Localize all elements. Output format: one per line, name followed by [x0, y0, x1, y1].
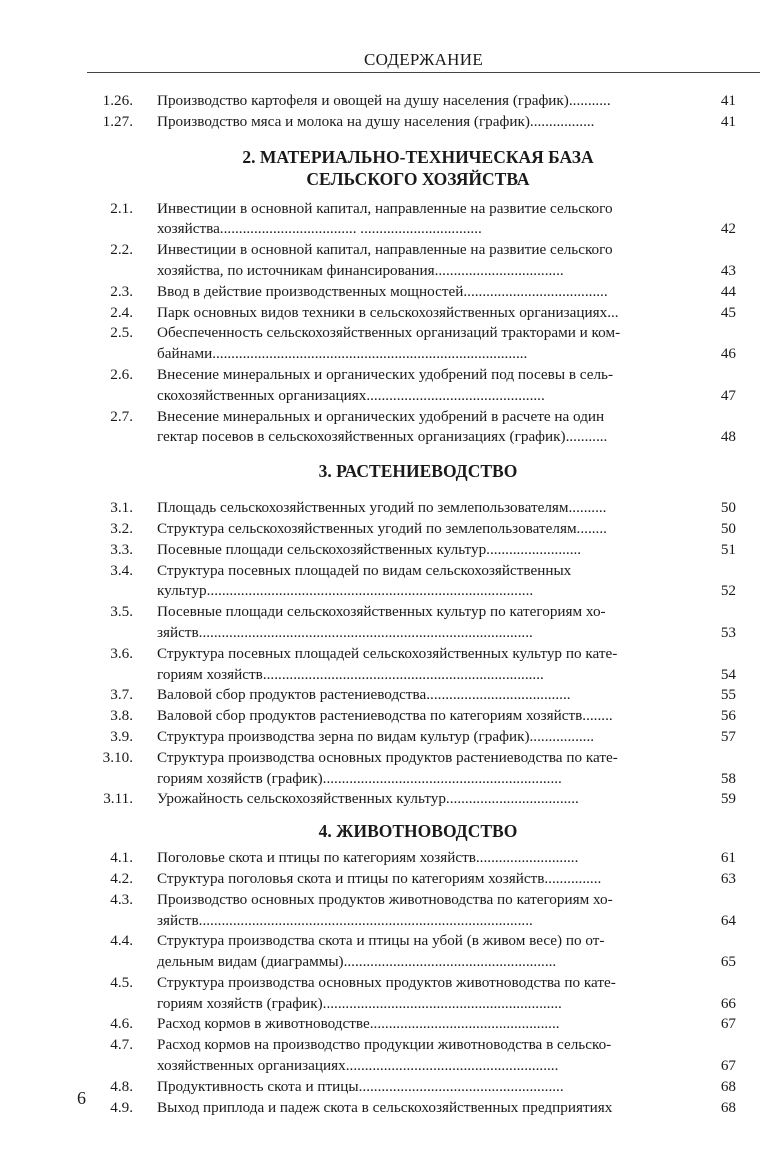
toc-entry[interactable] [0, 973, 776, 1015]
entry-title-line: Валовой сбор продуктов растениеводства по категориям хозяйств........ [157, 707, 613, 725]
entry-number: 3.10. [102, 748, 133, 766]
entry-page-number: 43 [720, 261, 736, 279]
entry-number: 2.7. [110, 407, 133, 425]
toc-entry[interactable] [0, 1077, 776, 1098]
toc-entry[interactable] [0, 91, 776, 112]
entry-page-number: 66 [720, 994, 736, 1012]
toc-entry[interactable] [0, 240, 776, 282]
toc-entry[interactable] [0, 869, 776, 890]
entry-number: 2.6. [110, 365, 133, 383]
entry-title-line: Расход кормов на производство продукции животноводства в сельско- [157, 1036, 612, 1054]
toc-entry[interactable] [0, 644, 776, 686]
entry-title-line: Структура производства зерна по видам культур (график)................. [157, 727, 595, 745]
entry-number: 4.1. [110, 849, 133, 867]
entry-number: 2.1. [110, 199, 133, 217]
entry-page-number: 50 [720, 519, 736, 537]
entry-number: 3.1. [110, 499, 133, 517]
entry-page-number: 47 [720, 386, 736, 404]
entry-page-number: 67 [720, 1015, 736, 1033]
entry-title-line: Поголовье скота и птицы по категориям хозяйств........................... [157, 849, 579, 867]
entry-page-number: 57 [720, 727, 736, 745]
header-rule [87, 72, 760, 73]
page-header-title: СОДЕРЖАНИЕ [363, 50, 484, 69]
toc-entry[interactable] [0, 365, 776, 407]
entry-title-line: скохозяйственных организациях............................................... [157, 386, 545, 404]
entry-title-line: Выход приплода и падеж скота в сельскохозяйственных предприятиях [157, 1098, 613, 1116]
toc-entry[interactable] [0, 748, 776, 790]
entry-page-number: 46 [720, 345, 736, 363]
entry-title-line: Структура производства скота и птицы на убой (в живом весе) по от- [157, 932, 605, 950]
entry-title-line: Посевные площади сельскохозяйственных культур......................... [157, 540, 582, 558]
entry-page-number: 65 [720, 953, 736, 971]
entry-page-number: 53 [720, 623, 736, 641]
entry-number: 4.6. [110, 1015, 133, 1033]
toc-entry[interactable] [0, 602, 776, 644]
entry-page-number: 63 [720, 869, 736, 887]
entry-page-number: 44 [720, 282, 736, 300]
entry-title-line: Структура поголовья скота и птицы по категориям хозяйств............... [157, 869, 602, 887]
entry-title-line: Расход кормов в животноводстве.................................................. [157, 1015, 560, 1033]
entry-page-number: 58 [720, 769, 736, 787]
toc-entry[interactable] [0, 727, 776, 748]
entry-title-line: гектар посевов в сельскохозяйственных организациях (график)........... [157, 428, 608, 446]
entry-number: 3.9. [110, 727, 133, 745]
entry-number: 4.2. [110, 869, 133, 887]
entry-number: 4.3. [110, 890, 133, 908]
section-heading [0, 820, 776, 842]
entry-title-line: гориям хозяйств (график)............................................................... [157, 994, 562, 1012]
toc-entry[interactable] [0, 407, 776, 449]
entry-title-line: Структура посевных площадей по видам сельскохозяйственных [157, 561, 572, 579]
section-heading-line: 2. МАТЕРИАЛЬНО-ТЕХНИЧЕСКАЯ БАЗА [242, 146, 594, 167]
entry-title-line: Инвестиции в основной капитал, направленные на развитие сельского [157, 199, 613, 217]
entry-number: 2.5. [110, 324, 133, 342]
entry-page-number: 48 [720, 428, 736, 446]
entry-page-number: 54 [720, 665, 736, 683]
entry-title-line: Урожайность сельскохозяйственных культур................................... [157, 790, 579, 808]
section-heading-line: СЕЛЬСКОГО ХОЗЯЙСТВА [306, 168, 530, 189]
entry-title-line: хозяйства.................................... ................................ [157, 220, 482, 238]
toc-entry[interactable] [0, 112, 776, 133]
entry-number: 3.6. [110, 644, 133, 662]
entry-number: 2.2. [110, 241, 133, 259]
toc-entry[interactable] [0, 1098, 776, 1119]
entry-page-number: 68 [720, 1077, 736, 1095]
entry-number: 4.4. [110, 932, 133, 950]
entry-title-line: Структура производства основных продуктов растениеводства по кате- [157, 748, 618, 766]
entry-title-line: Производство мяса и молока на душу населения (график)................. [157, 112, 595, 130]
toc-entry[interactable] [0, 540, 776, 561]
toc-entry[interactable] [0, 303, 776, 324]
section-heading-line: 3. РАСТЕНИЕВОДСТВО [318, 461, 518, 482]
page-number: 6 [77, 1088, 86, 1108]
entry-page-number: 50 [720, 499, 736, 517]
entry-number: 3.7. [110, 686, 133, 704]
entry-page-number: 59 [720, 790, 736, 808]
entry-title-line: зяйств........................................................................................ [157, 911, 533, 929]
entry-title-line: гориям хозяйств.......................................................................... [157, 665, 544, 683]
entry-number: 3.5. [110, 603, 133, 621]
toc-entry[interactable] [0, 519, 776, 540]
entry-title-line: Парк основных видов техники в сельскохозяйственных организациях... [157, 303, 619, 321]
entry-title-line: Ввод в действие производственных мощностей...................................... [157, 282, 608, 300]
entry-title-line: Площадь сельскохозяйственных угодий по землепользователям.......... [157, 499, 607, 517]
entry-page-number: 61 [720, 849, 736, 867]
entry-title-line: Внесение минеральных и органических удобрений в расчете на один [157, 407, 605, 425]
entry-page-number: 45 [720, 303, 736, 321]
entry-title-line: Посевные площади сельскохозяйственных культур по категориям хо- [157, 603, 606, 621]
toc-entry[interactable] [0, 931, 776, 973]
entry-number: 4.5. [110, 973, 133, 991]
toc-entry[interactable] [0, 199, 776, 241]
entry-number: 3.2. [110, 519, 133, 537]
entry-number: 3.8. [110, 707, 133, 725]
entry-number: 3.11. [103, 790, 133, 808]
entry-number: 4.7. [110, 1036, 133, 1054]
entry-title-line: Валовой сбор продуктов растениеводства...................................... [157, 686, 571, 704]
table-of-contents [0, 91, 776, 1118]
entry-page-number: 41 [720, 112, 736, 130]
entry-title-line: Обеспеченность сельскохозяйственных организаций тракторами и ком- [157, 324, 621, 342]
toc-entry[interactable] [0, 561, 776, 603]
entry-title-line: Производство основных продуктов животноводства по категориям хо- [157, 890, 613, 908]
entry-page-number: 67 [720, 1057, 736, 1075]
entry-page-number: 41 [720, 92, 736, 109]
entry-title-line: Структура посевных площадей сельскохозяйственных культур по кате- [157, 644, 618, 662]
entry-title-line: дельным видам (диаграммы)........................................................ [157, 953, 557, 971]
toc-entry[interactable] [0, 498, 776, 519]
toc-entry[interactable] [0, 1035, 776, 1077]
entry-number: 1.26. [102, 92, 133, 109]
entry-number: 2.4. [110, 303, 133, 321]
toc-entry[interactable] [0, 282, 776, 303]
entry-title-line: хозяйства, по источникам финансирования.................................. [157, 261, 564, 279]
entry-page-number: 51 [720, 540, 736, 558]
entry-number: 1.27. [102, 112, 133, 130]
entry-title-line: Внесение минеральных и органических удобрений под посевы в сель- [157, 365, 614, 383]
entry-number: 4.9. [110, 1098, 133, 1116]
entry-title-line: хозяйственных организациях........................................................ [157, 1057, 559, 1075]
entry-page-number: 64 [720, 911, 736, 929]
entry-title-line: Инвестиции в основной капитал, направленные на развитие сельского [157, 241, 613, 259]
entry-page-number: 56 [720, 707, 736, 725]
entry-title-line: зяйств........................................................................................ [157, 623, 533, 641]
entry-title-line: байнами................................................................................... [157, 345, 528, 363]
entry-title-line: культур...................................................................................... [157, 582, 534, 600]
entry-title-line: Продуктивность скота и птицы...................................................... [157, 1077, 564, 1095]
entry-number: 4.8. [110, 1077, 133, 1095]
section-heading [0, 460, 776, 482]
entry-title-line: гориям хозяйств (график)............................................................... [157, 769, 562, 787]
toc-entry[interactable] [0, 685, 776, 706]
section-heading-line: 4. ЖИВОТНОВОДСТВО [318, 821, 518, 842]
toc-entry[interactable] [0, 1014, 776, 1035]
section-heading [0, 146, 776, 190]
entry-title-line: Структура сельскохозяйственных угодий по землепользователям........ [157, 519, 607, 537]
toc-entry[interactable] [0, 323, 776, 365]
entry-page-number: 52 [720, 582, 736, 600]
toc-entry[interactable] [0, 890, 776, 932]
toc-entry[interactable] [0, 848, 776, 869]
entry-number: 3.3. [110, 540, 133, 558]
toc-entry[interactable] [0, 789, 776, 810]
entry-title-line: Структура производства основных продуктов животноводства по кате- [157, 973, 616, 991]
entry-page-number: 68 [720, 1098, 736, 1116]
entry-number: 3.4. [110, 561, 133, 579]
entry-number: 2.3. [110, 282, 133, 300]
toc-entry[interactable] [0, 706, 776, 727]
entry-page-number: 42 [720, 220, 736, 238]
entry-page-number: 55 [720, 686, 736, 704]
entry-title-line: Производство картофеля и овощей на душу населения (график)........... [157, 92, 611, 109]
